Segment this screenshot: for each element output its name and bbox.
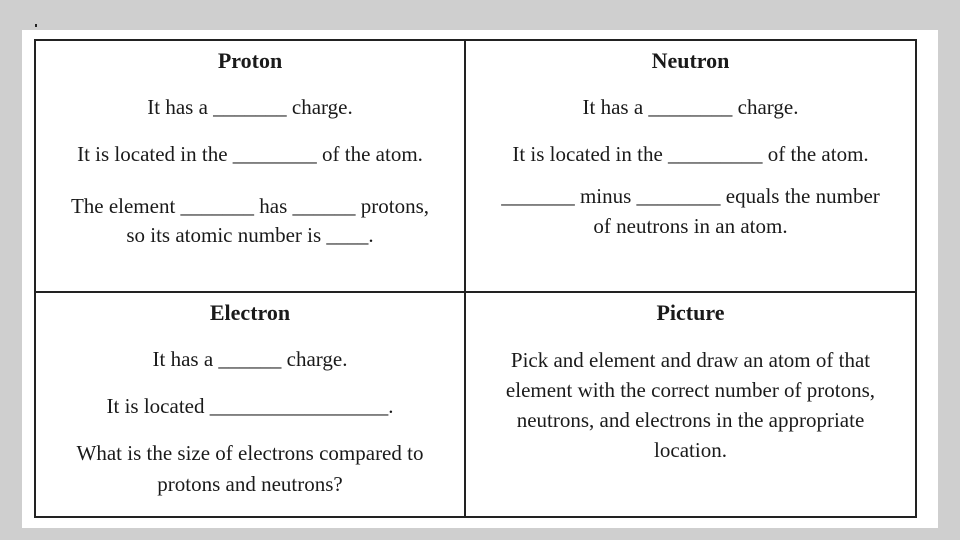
picture-heading: Picture bbox=[656, 300, 725, 325]
picture-line-2: element with the correct number of protons, bbox=[505, 378, 876, 402]
electron-size-line-1: What is the size of electrons compared to bbox=[76, 441, 424, 465]
neutron-count-line-2: of neutrons in an atom. bbox=[593, 214, 788, 238]
electron-location-line: It is located _________________. bbox=[106, 394, 394, 418]
picture-line-4: location. bbox=[654, 438, 727, 462]
neutron-count-line-1: _______ minus ________ equals the number bbox=[501, 184, 880, 208]
neutron-heading: Neutron bbox=[651, 48, 730, 73]
neutron-location-line: It is located in the _________ of the atom. bbox=[512, 142, 869, 166]
neutron-count-text bbox=[466, 181, 915, 241]
proton-location-line: It is located in the ________ of the atom. bbox=[77, 142, 423, 166]
electron-size-line-2: protons and neutrons? bbox=[157, 472, 343, 496]
picture-cell bbox=[466, 293, 915, 516]
picture-line-1: Pick and element and draw an atom of that bbox=[510, 348, 871, 372]
proton-cell bbox=[36, 41, 466, 293]
stray-mark bbox=[35, 24, 37, 27]
proton-heading: Proton bbox=[217, 48, 283, 73]
electron-charge-line: It has a ______ charge. bbox=[152, 347, 348, 371]
picture-instructions bbox=[466, 345, 915, 465]
proton-atomic-number-line-1: The element _______ has ______ protons, bbox=[70, 194, 430, 218]
neutron-charge-line: It has a ________ charge. bbox=[582, 95, 799, 119]
atom-table bbox=[34, 39, 917, 518]
proton-atomic-number-line-2: so its atomic number is ____. bbox=[126, 223, 374, 247]
picture-line-3: neutrons, and electrons in the appropriate bbox=[516, 408, 865, 432]
electron-heading: Electron bbox=[209, 300, 291, 325]
electron-cell bbox=[36, 293, 466, 516]
neutron-cell bbox=[466, 41, 915, 293]
proton-atomic-number-text bbox=[36, 192, 464, 250]
electron-size-question bbox=[36, 438, 464, 500]
proton-charge-line: It has a _______ charge. bbox=[147, 95, 353, 119]
worksheet-page bbox=[22, 30, 938, 528]
